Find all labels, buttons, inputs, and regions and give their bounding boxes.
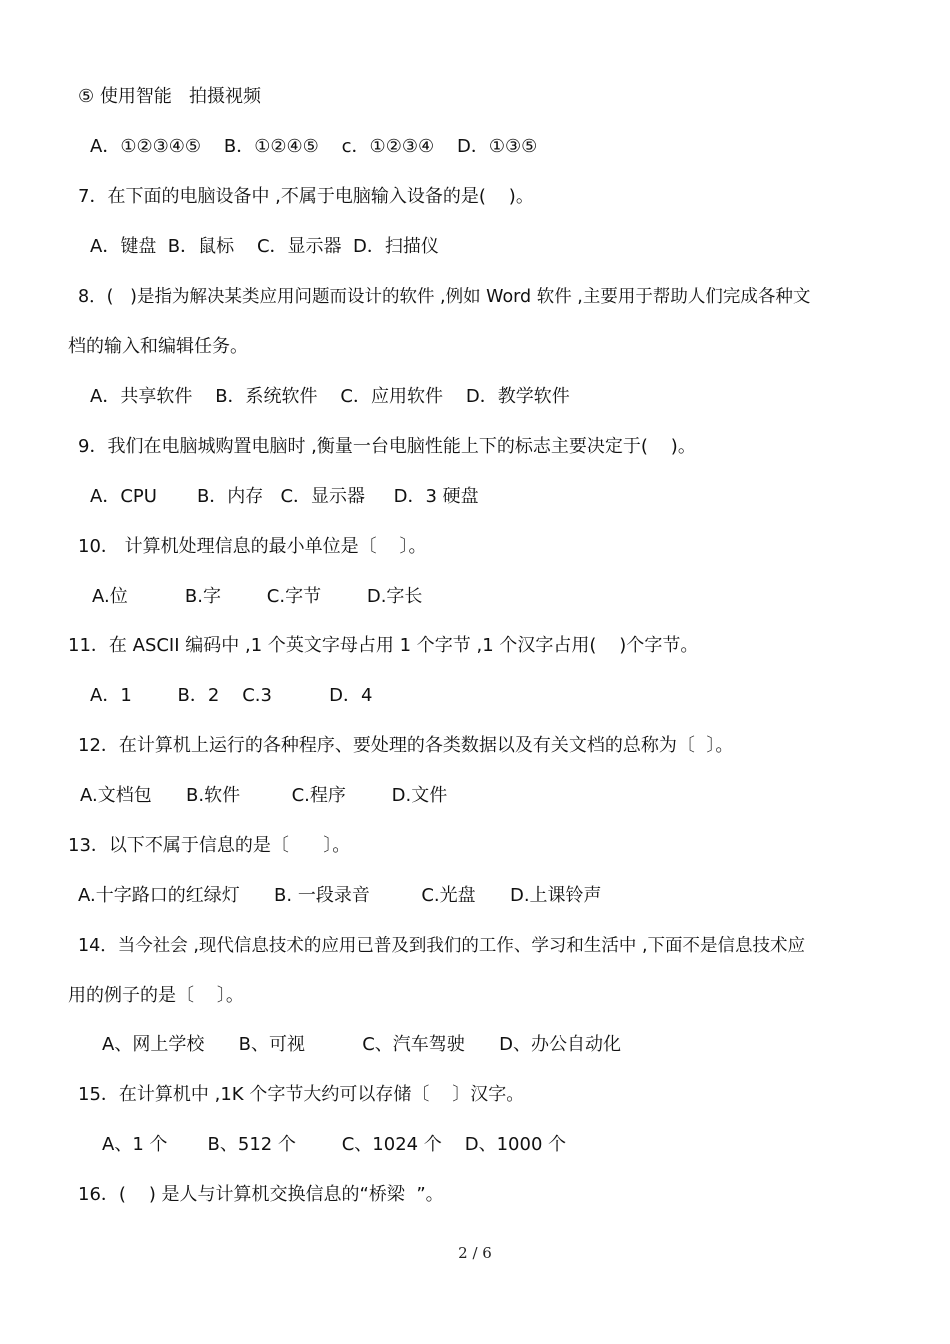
text-line: 8．( )是指为解决某类应用问题而设计的软件 ,例如 Word 软件 ,主要用于帮助人们完成各种文: [78, 287, 811, 307]
text-line: A．CPU B．内存 C．显示器 D．3 硬盘: [90, 486, 479, 507]
text-line: 16．( ) 是人与计算机交换信息的“桥梁 ”。: [78, 1184, 444, 1205]
text-line: A.文档包 B.软件 C.程序 D.文件: [80, 785, 448, 806]
text-line: 10． 计算机处理信息的最小单位是〔 〕。: [78, 536, 427, 557]
text-line: 14．当今社会 ,现代信息技术的应用已普及到我们的工作、学习和生活中 ,下面不是信息技术应: [78, 936, 806, 956]
text-line: A.十字路口的红绿灯 B. 一段录音 C.光盘 D.上课铃声: [78, 885, 602, 906]
text-line: A．1 B．2 C.3 D．4: [90, 685, 373, 706]
text-line: 13．以下不属于信息的是〔 〕。: [68, 835, 351, 856]
text-line: 15．在计算机中 ,1K 个字节大约可以存储〔 〕汉字。: [78, 1084, 525, 1105]
text-line: A．键盘 B．鼠标 C．显示器 D．扫描仪: [90, 236, 439, 257]
text-line: ⑤ 使用智能 拍摄视频: [78, 86, 262, 107]
text-line: A.位 B.字 C.字节 D.字长: [92, 586, 423, 607]
text-line: 9．我们在电脑城购置电脑时 ,衡量一台电脑性能上下的标志主要决定于( )。: [78, 436, 696, 457]
text-line: 用的例子的是〔 〕。: [68, 985, 244, 1006]
text-line: A、1 个 B、512 个 C、1024 个 D、1000 个: [102, 1134, 567, 1155]
text-line: 7．在下面的电脑设备中 ,不属于电脑输入设备的是( )。: [78, 186, 534, 207]
text-line: A．①②③④⑤ B．①②④⑤ c．①②③④ D．①③⑤: [90, 136, 538, 157]
text-line: 11．在 ASCII 编码中 ,1 个英文字母占用 1 个字节 ,1 个汉字占用( )个字节。: [68, 635, 699, 656]
page-number: 2 / 6: [458, 1244, 492, 1262]
text-line: 档的输入和编辑任务。: [68, 336, 248, 357]
text-line: A．共享软件 B．系统软件 C．应用软件 D．教学软件: [90, 386, 570, 407]
text-line: 12．在计算机上运行的各种程序、要处理的各类数据以及有关文档的总称为〔 〕。: [78, 735, 734, 756]
text-line: A、网上学校 B、可视 C、汽车驾驶 D、办公自动化: [102, 1034, 621, 1055]
